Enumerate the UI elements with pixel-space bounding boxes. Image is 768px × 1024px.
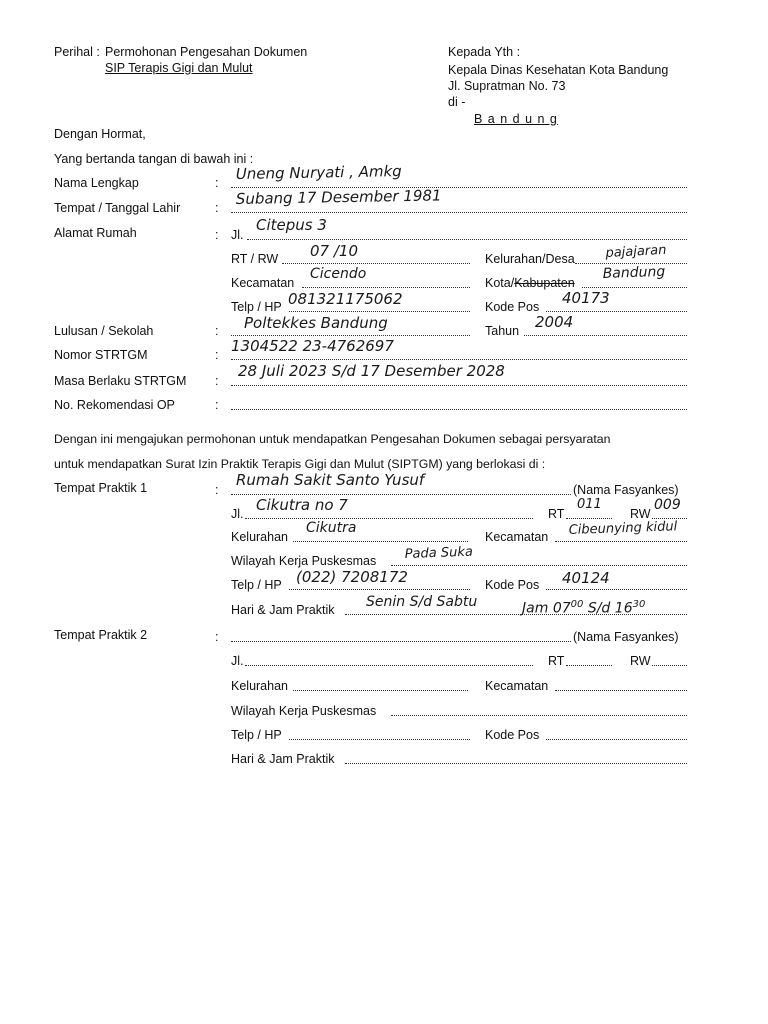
hw-jalan: Citepus 3 bbox=[256, 216, 327, 234]
colon: : bbox=[215, 398, 219, 412]
label-jl: Jl. bbox=[231, 507, 244, 521]
label-kelurahan: Kelurahan bbox=[231, 530, 288, 544]
intro-text: Yang bertanda tangan di bawah ini : bbox=[54, 152, 254, 166]
dotted-line bbox=[231, 385, 687, 386]
kepada-line1: Kepala Dinas Kesehatan Kota Bandung bbox=[448, 63, 669, 77]
label-kodepos: Kode Pos bbox=[485, 300, 540, 314]
hw-jam-end: 16 bbox=[614, 600, 633, 617]
label-rw: RW bbox=[630, 654, 651, 668]
dotted-line bbox=[247, 239, 687, 240]
colon: : bbox=[215, 374, 219, 388]
dotted-line bbox=[289, 311, 470, 312]
colon: : bbox=[215, 324, 219, 338]
colon: : bbox=[215, 483, 219, 497]
hw-rtrw: 07 /10 bbox=[310, 242, 358, 260]
label-telp: Telp / HP bbox=[231, 728, 282, 742]
label-hari-jam: Hari & Jam Praktik bbox=[231, 603, 335, 617]
hw-p1-hari: Senin S/d Sabtu bbox=[366, 594, 478, 610]
perihal-line1: Permohonan Pengesahan Dokumen bbox=[105, 45, 308, 59]
salutation: Dengan Hormat, bbox=[54, 127, 146, 141]
dotted-line bbox=[245, 665, 533, 666]
paragraph-line1: Dengan ini mengajukan permohonan untuk mendapatkan Pengesahan Dokumen sebagai persyaratan bbox=[54, 432, 611, 446]
label-kecamatan: Kecamatan bbox=[485, 679, 549, 693]
hw-p1-wilayah: Pada Suka bbox=[404, 544, 474, 563]
dotted-line bbox=[282, 263, 470, 264]
label-nama: Nama Lengkap bbox=[54, 176, 139, 190]
label-hari-jam: Hari & Jam Praktik bbox=[231, 752, 335, 766]
hw-p1-kecamatan: Cibeunying kidul bbox=[568, 519, 678, 539]
hw-p1-jalan: Cikutra no 7 bbox=[256, 496, 348, 514]
label-kelurahan: Kelurahan bbox=[231, 679, 288, 693]
dotted-line bbox=[245, 518, 533, 519]
dotted-line bbox=[546, 311, 687, 312]
colon: : bbox=[215, 228, 219, 242]
label-alamat: Alamat Rumah bbox=[54, 226, 137, 240]
label-kota-prefix: Kota/ bbox=[485, 276, 515, 290]
dotted-line bbox=[231, 359, 687, 360]
hw-tahun: 2004 bbox=[535, 313, 574, 331]
label-kecamatan: Kecamatan bbox=[485, 530, 549, 544]
dotted-line bbox=[293, 690, 468, 691]
label-kodepos: Kode Pos bbox=[485, 728, 540, 742]
dotted-line bbox=[566, 665, 612, 666]
label-wilayah: Wilayah Kerja Puskesmas bbox=[231, 704, 377, 718]
label-telp: Telp / HP bbox=[231, 300, 282, 314]
kepada-line3: di - bbox=[448, 95, 466, 109]
label-telp: Telp / HP bbox=[231, 578, 282, 592]
label-kodepos: Kode Pos bbox=[485, 578, 540, 592]
hw-kecamatan: Cicendo bbox=[310, 266, 367, 282]
label-kabupaten-struck: Kabupaten bbox=[514, 276, 575, 290]
hw-p1-kelurahan: Cikutra bbox=[306, 520, 357, 536]
dotted-line bbox=[575, 263, 687, 264]
hw-kota: Bandung bbox=[602, 263, 666, 283]
dotted-line bbox=[231, 494, 571, 495]
dotted-line bbox=[231, 409, 687, 410]
dotted-line bbox=[652, 665, 687, 666]
hw-p1-nama: Rumah Sakit Santo Yusuf bbox=[236, 471, 425, 489]
label-nama-fasyankes: (Nama Fasyankes) bbox=[573, 630, 679, 644]
colon: : bbox=[215, 630, 219, 644]
dotted-line bbox=[289, 739, 470, 740]
hw-telp: 081321175062 bbox=[288, 290, 403, 308]
kepada-label: Kepada Yth : bbox=[448, 45, 521, 59]
hw-nama: Uneng Nuryati , Amkg bbox=[235, 162, 402, 183]
hw-jam-start: 07 bbox=[552, 600, 571, 617]
label-tempat1: Tempat Praktik 1 bbox=[54, 481, 148, 495]
dotted-line bbox=[231, 212, 687, 213]
hw-masa: 28 Juli 2023 S/d 17 Desember 2028 bbox=[238, 362, 505, 380]
dotted-line bbox=[302, 287, 470, 288]
dotted-line bbox=[524, 335, 687, 336]
dotted-line bbox=[231, 187, 687, 188]
label-ttl: Tempat / Tanggal Lahir bbox=[54, 201, 181, 215]
dotted-line bbox=[546, 739, 687, 740]
dotted-line bbox=[293, 541, 468, 542]
dotted-line bbox=[582, 287, 687, 288]
dotted-line bbox=[391, 565, 687, 566]
kepada-city: B a n d u n g bbox=[474, 112, 558, 126]
label-rekomendasi: No. Rekomendasi OP bbox=[54, 398, 175, 412]
label-jl: Jl. bbox=[231, 654, 244, 668]
hw-jam-end-sup: 30 bbox=[632, 599, 646, 610]
colon: : bbox=[215, 176, 219, 190]
label-strtgm: Nomor STRTGM bbox=[54, 348, 148, 362]
perihal-line2: SIP Terapis Gigi dan Mulut bbox=[105, 61, 253, 75]
hw-kelurahan-desa: pajajaran bbox=[605, 242, 667, 262]
hw-p1-telp: (022) 7208172 bbox=[296, 568, 408, 586]
label-tempat2: Tempat Praktik 2 bbox=[54, 628, 148, 642]
dotted-line bbox=[231, 641, 571, 642]
dotted-line bbox=[231, 335, 470, 336]
dotted-line bbox=[391, 715, 687, 716]
hw-lulusan: Poltekkes Bandung bbox=[244, 314, 388, 332]
hw-p1-rw: 009 bbox=[654, 497, 681, 513]
colon: : bbox=[215, 201, 219, 215]
hw-strtgm: 1304522 23-4762697 bbox=[231, 337, 394, 355]
label-rw: RW bbox=[630, 507, 651, 521]
dotted-line bbox=[289, 589, 470, 590]
label-nama-fasyankes: (Nama Fasyankes) bbox=[573, 483, 679, 497]
label-rt: RT bbox=[548, 654, 565, 668]
label-masa: Masa Berlaku STRTGM bbox=[54, 374, 187, 388]
hw-jam-label: Jam bbox=[522, 600, 549, 617]
dotted-line bbox=[345, 763, 687, 764]
hw-jam-start-sup: 00 bbox=[570, 599, 584, 610]
label-rtrw: RT / RW bbox=[231, 252, 279, 266]
hw-p1-rt: 011 bbox=[577, 497, 602, 512]
perihal-label: Perihal : bbox=[54, 45, 100, 59]
hw-ttl: Subang 17 Desember 1981 bbox=[235, 186, 442, 208]
dotted-line bbox=[555, 541, 687, 542]
label-lulusan: Lulusan / Sekolah bbox=[54, 324, 154, 338]
hw-p1-jam bbox=[522, 596, 645, 618]
hw-kodepos: 40173 bbox=[562, 289, 610, 307]
label-kecamatan: Kecamatan bbox=[231, 276, 295, 290]
hw-p1-kodepos: 40124 bbox=[562, 569, 610, 587]
paragraph-line2: untuk mendapatkan Surat Izin Praktik Terapis Gigi dan Mulut (SIPTGM) yang berlokasi di : bbox=[54, 457, 546, 471]
dotted-line bbox=[546, 589, 687, 590]
dotted-line bbox=[566, 518, 612, 519]
label-wilayah: Wilayah Kerja Puskesmas bbox=[231, 554, 377, 568]
label-kelurahan-desa: Kelurahan/Desa bbox=[485, 252, 575, 266]
label-rt: RT bbox=[548, 507, 565, 521]
dotted-line bbox=[555, 690, 687, 691]
colon: : bbox=[215, 348, 219, 362]
label-tahun: Tahun bbox=[485, 324, 520, 338]
kepada-line2: Jl. Supratman No. 73 bbox=[448, 79, 566, 93]
hw-sd: S/d bbox=[587, 600, 611, 617]
label-jl: Jl. bbox=[231, 228, 244, 242]
